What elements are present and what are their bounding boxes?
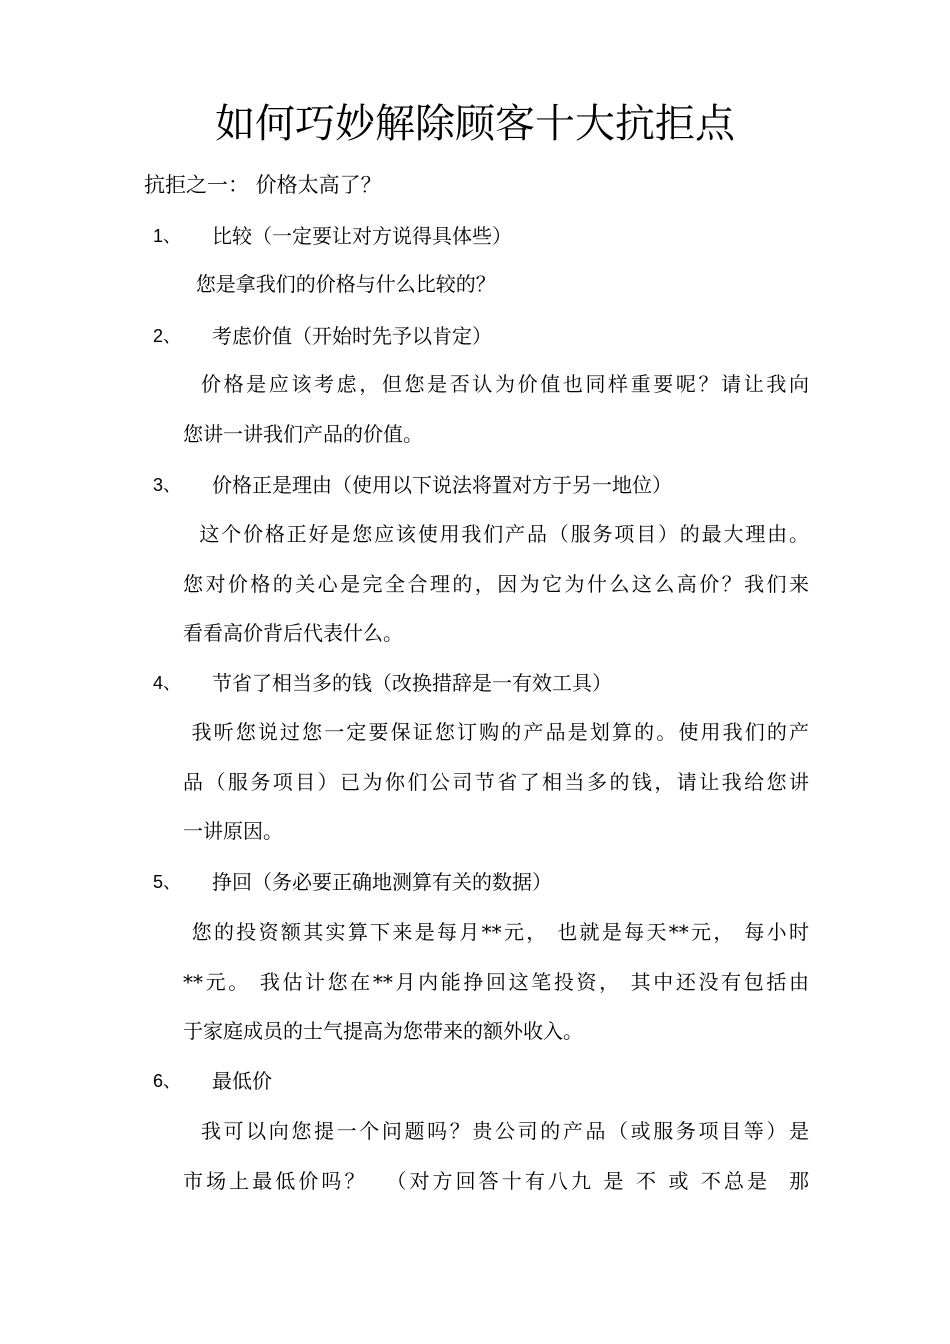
paragraph-line: 市场上最低价吗？ （对方回答十有八九 是 不 或 不总是 那 (183, 1168, 809, 1193)
paragraph-line: **元。 我估计您在**月内能挣回这笔投资， 其中还没有包括由 (183, 969, 809, 994)
paragraph-line: 看看高价背后代表什么。 (183, 621, 403, 645)
item-number: 5、 (153, 872, 182, 892)
paragraph-line: 您的投资额其实算下来是每月**元， 也就是每天**元， 每小时 (183, 920, 809, 944)
paragraph-line: 价格是应该考虑，但您是否认为价值也同样重要呢？请让我向 (183, 372, 809, 396)
paragraph-line: 一讲原因。 (183, 819, 283, 843)
item-paragraph-4 (183, 708, 809, 857)
item-heading-text: 价格正是理由（使用以下说法将置对方于另一地位） (212, 473, 672, 497)
item-heading-text: 比较（一定要让对方说得具体些） (212, 224, 512, 248)
item-number: 1、 (153, 226, 182, 246)
paragraph-line: 品（服务项目）已为你们公司节省了相当多的钱，请让我给您讲 (183, 769, 809, 794)
section-heading: 抗拒之一： 价格太高了？ (144, 173, 382, 197)
item-number: 6、 (153, 1071, 182, 1091)
paragraph-line: 我听您说过您一定要保证您订购的产品是划算的。使用我们的产 (183, 720, 809, 744)
paragraph-line: 这个价格正好是您应该使用我们产品（服务项目）的最大理由。 (183, 522, 809, 546)
item-paragraph-3 (183, 510, 809, 659)
item-paragraph-5 (183, 908, 809, 1057)
item-heading-text: 考虑价值（开始时先予以肯定） (212, 324, 492, 348)
paragraph-line: 您是拿我们的价格与什么比较的？ (183, 272, 496, 296)
item-heading-text: 挣回（务必要正确地测算有关的数据） (212, 870, 552, 894)
paragraph-line: 您对价格的关心是完全合理的，因为它为什么这么高价？我们来 (183, 571, 809, 596)
item-heading-text: 节省了相当多的钱（改换措辞是一有效工具） (212, 671, 612, 695)
item-number: 4、 (153, 673, 182, 693)
item-paragraph-1 (183, 260, 809, 310)
item-paragraph-6 (183, 1107, 809, 1206)
item-number: 2、 (153, 326, 182, 346)
item-number: 3、 (153, 475, 182, 495)
item-paragraph-2 (183, 360, 809, 459)
item-heading-text: 最低价 (212, 1069, 272, 1093)
paragraph-line: 于家庭成员的士气提高为您带来的额外收入。 (183, 1019, 583, 1043)
document-title: 如何巧妙解除顾客十大抗拒点 (215, 101, 735, 147)
paragraph-line: 我可以向您提一个问题吗？贵公司的产品（或服务项目等）是 (183, 1119, 809, 1143)
paragraph-line: 您讲一讲我们产品的价值。 (183, 421, 423, 446)
